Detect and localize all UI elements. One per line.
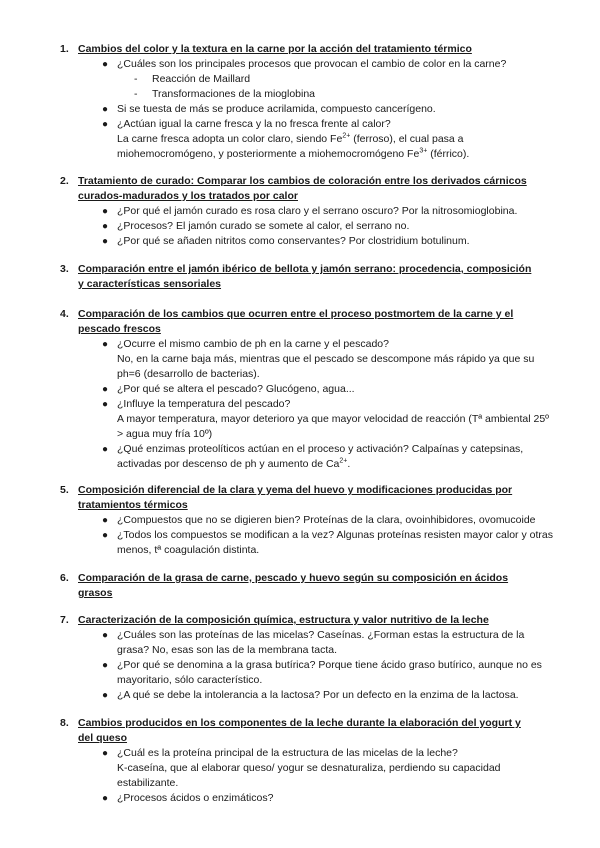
section-heading — [60, 262, 538, 292]
question-text-part: ¿Qué enzimas proteolíticos actúan en el proceso y activación? Calpaínas y catepsinas, activadas por descenso de ph y aumento de Ca — [117, 443, 524, 470]
answer-text: La carne fresca adopta un color claro, siendo Fe — [117, 133, 343, 145]
list-item — [102, 688, 557, 703]
bullet-icon: ● — [102, 530, 109, 541]
section-1 — [0, 42, 600, 162]
answer-text: miohemocromógeno, y posteriormente a miohemocromógeno Fe — [117, 148, 420, 160]
statement-text: Si se tuesta de más se produce acrilamida, compuesto cancerígeno. — [117, 103, 436, 115]
list-item — [102, 219, 557, 234]
bullet-icon: ● — [102, 221, 109, 232]
list-item — [102, 791, 557, 806]
question-text: ¿Por qué se añaden nitritos como conservantes? Por clostridium botulinum. — [117, 235, 470, 247]
bullet-icon: ● — [102, 384, 109, 395]
superscript: 2+ — [342, 132, 351, 140]
question-text: ¿Por qué el jamón curado es rosa claro y el serrano oscuro? Por la nitrosomioglobina. — [117, 205, 518, 217]
answer-text: A mayor temperatura, mayor deterioro ya que mayor velocidad de reacción (Tª ambiental 25º > agua muy fría 10º) — [117, 413, 550, 440]
question-text: ¿Todos los compuestos se modifican a la vez? Algunas proteínas resisten mayor calor y otras menos, tª coagulación distinta. — [117, 529, 553, 556]
section-title: Cambios producidos en los componentes de la leche durante la elaboración del yogurt y del queso — [78, 717, 521, 744]
answer-line — [117, 147, 557, 162]
dash-icon: - — [134, 88, 138, 100]
question-text: ¿Ocurre el mismo cambio de ph en la carne y el pescado? — [117, 338, 389, 350]
question-text: ¿Por qué se denomina a la grasa butírica? Porque tiene ácido graso butírico, aunque no es mayoritario, sólo característico. — [117, 659, 542, 686]
section-title: Cambios del color y la textura en la carne por la acción del tratamiento térmico — [78, 43, 472, 55]
question-text: ¿Actúan igual la carne fresca y la no fresca frente al calor? — [117, 118, 391, 130]
section-5 — [0, 483, 600, 558]
section-number: 6. — [60, 572, 69, 584]
bullet-icon: ● — [102, 236, 109, 247]
section-2 — [0, 174, 600, 249]
answer-text: No, en la carne baja más, mientras que el pescado se descompone más rápido ya que su ph=6 (desarrollo de bacterias). — [117, 353, 535, 380]
bullet-icon: ● — [102, 119, 109, 130]
bullet-icon: ● — [102, 515, 109, 526]
section-title: Composición diferencial de la clara y yema del huevo y modificaciones producidas por tratamientos térmicos — [78, 484, 513, 511]
list-item — [102, 337, 557, 382]
bullet-icon: ● — [102, 59, 109, 70]
question-text-part: . — [347, 458, 351, 470]
question-text: ¿Por qué se altera el pescado? Glucógeno, agua... — [117, 383, 355, 395]
section-number: 4. — [60, 308, 69, 320]
section-heading — [60, 613, 538, 628]
section-heading — [60, 174, 538, 204]
section-number: 5. — [60, 484, 69, 496]
question-text: ¿Influye la temperatura del pescado? — [117, 398, 291, 410]
section-3 — [0, 262, 600, 292]
bullet-icon: ● — [102, 660, 109, 671]
superscript: 3+ — [419, 147, 428, 155]
list-item — [102, 628, 557, 658]
bullet-icon: ● — [102, 630, 109, 641]
list-item — [102, 746, 557, 791]
section-6 — [0, 571, 600, 601]
section-8 — [0, 716, 600, 806]
question-text: ¿A qué se debe la intolerancia a la lactosa? Por un defecto en la enzima de la lactosa. — [117, 689, 519, 701]
section-heading — [60, 571, 538, 601]
sub-list-item — [134, 87, 600, 102]
section-title: Comparación de la grasa de carne, pescado y huevo según su composición en ácidos grasos — [78, 572, 509, 599]
question-text: ¿Procesos ácidos o enzimáticos? — [117, 792, 274, 804]
question-text: ¿Cuáles son los principales procesos que provocan el cambio de color en la carne? — [117, 58, 507, 70]
bullet-icon: ● — [102, 444, 109, 455]
section-heading — [60, 42, 538, 57]
section-4 — [0, 307, 600, 472]
list-item — [102, 442, 557, 472]
section-number: 3. — [60, 263, 69, 275]
answer-text: (férrico). — [427, 148, 470, 160]
bullet-icon: ● — [102, 104, 109, 115]
list-item — [102, 204, 557, 219]
section-title: Caracterización de la composición química, estructura y valor nutritivo de la leche — [78, 614, 489, 626]
list-item — [102, 382, 557, 397]
section-number: 1. — [60, 43, 69, 55]
section-number: 8. — [60, 717, 69, 729]
bullet-icon: ● — [102, 748, 109, 759]
sub-item-text: Transformaciones de la mioglobina — [152, 88, 316, 100]
question-text: ¿Compuestos que no se digieren bien? Proteínas de la clara, ovoinhibidores, ovomucoide — [117, 514, 536, 526]
superscript: 2+ — [339, 457, 348, 465]
bullet-icon: ● — [102, 690, 109, 701]
section-heading — [60, 307, 538, 337]
list-item — [102, 234, 557, 249]
list-item — [102, 57, 557, 72]
answer-line — [117, 132, 557, 147]
list-item — [102, 117, 557, 162]
answer-text: (ferroso), el cual pasa a — [350, 133, 464, 145]
section-number: 7. — [60, 614, 69, 626]
section-heading — [60, 716, 538, 746]
list-item — [102, 513, 557, 528]
section-7 — [0, 613, 600, 703]
question-text: ¿Cuáles son las proteínas de las micelas? Caseínas. ¿Forman estas la estructura de la grasa? No, esas son las de la membrana tacta. — [117, 629, 525, 656]
list-item — [102, 658, 557, 688]
list-item — [102, 528, 557, 558]
bullet-icon: ● — [102, 793, 109, 804]
list-item — [102, 397, 557, 442]
section-title: Tratamiento de curado: Comparar los cambios de coloración entre los derivados cárnicos curados-madurados y los tratados por calor — [78, 175, 527, 202]
section-title: Comparación de los cambios que ocurren entre el proceso postmortem de la carne y el pescado frescos — [78, 308, 514, 335]
bullet-icon: ● — [102, 339, 109, 350]
bullet-icon: ● — [102, 399, 109, 410]
sub-item-text: Reacción de Maillard — [152, 73, 251, 85]
bullet-icon: ● — [102, 206, 109, 217]
question-text — [117, 443, 523, 470]
question-text: ¿Cuál es la proteína principal de la estructura de las micelas de la leche? — [117, 747, 458, 759]
section-title: Comparación entre el jamón ibérico de bellota y jamón serrano: procedencia, composición y características sensoriales — [78, 263, 532, 290]
answer-text: K-caseína, que al elaborar queso/ yogur se desnaturaliza, perdiendo su capacidad estabilizante. — [117, 762, 501, 789]
section-heading — [60, 483, 538, 513]
section-number: 2. — [60, 175, 69, 187]
list-item — [102, 102, 557, 117]
question-text: ¿Procesos? El jamón curado se somete al calor, el serrano no. — [117, 220, 410, 232]
dash-icon: - — [134, 73, 138, 85]
sub-list-item — [134, 72, 600, 87]
